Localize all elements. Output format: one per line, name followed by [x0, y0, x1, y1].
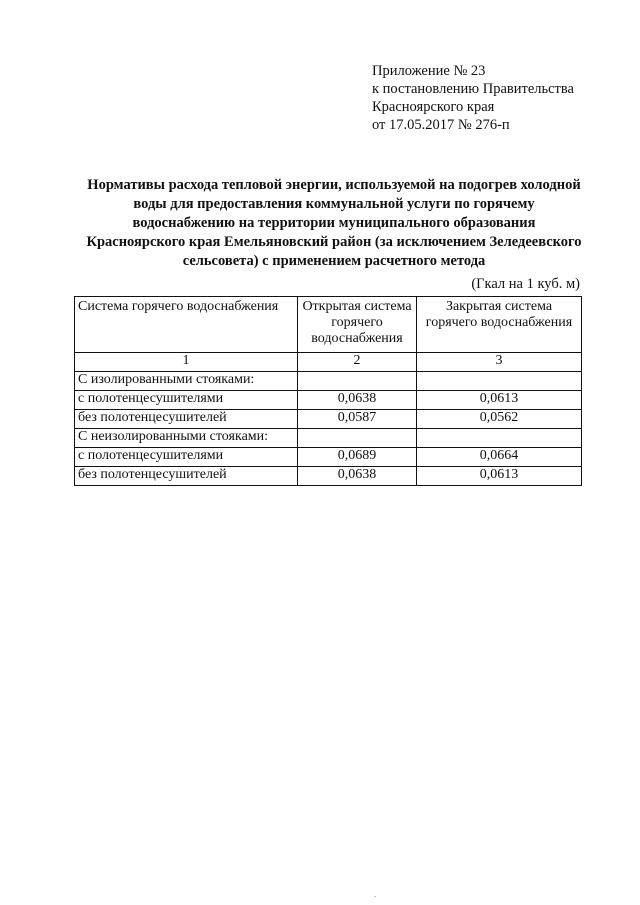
open-value: [298, 429, 417, 448]
table-header-row: [75, 297, 582, 353]
column-number: 2: [298, 353, 417, 372]
row-label: с полотенцесушителями: [75, 391, 298, 410]
appendix-number: Приложение № 23: [372, 63, 486, 79]
table-row: [75, 467, 582, 486]
title-line-5: сельсовета) с применением расчетного метода: [182, 253, 486, 269]
appendix-region: Красноярского края: [372, 99, 495, 115]
title-line-2: воды для предоставления коммунальной услуги по горячему: [133, 196, 535, 212]
appendix-date: от 17.05.2017 № 276-п: [372, 117, 510, 133]
appendix-resolution-ref: к постановлению Правительства: [372, 81, 574, 97]
row-label: с полотенцесушителями: [75, 448, 298, 467]
closed-value: 0,0562: [417, 410, 582, 429]
title-line-3: водоснабжению на территории муниципального образования: [132, 215, 536, 231]
unit-note: (Гкал на 1 куб. м): [471, 276, 580, 292]
table-row: [75, 372, 582, 391]
table-row: [75, 429, 582, 448]
document-title: [60, 176, 608, 271]
open-value: 0,0638: [298, 467, 417, 486]
norms-table: [74, 296, 582, 486]
header-closed-system: Закрытая система горячего водоснабжения: [417, 297, 582, 353]
table-row: [75, 410, 582, 429]
closed-value: [417, 372, 582, 391]
row-label: С неизолированными стояками:: [75, 429, 298, 448]
open-value: 0,0689: [298, 448, 417, 467]
open-value: [298, 372, 417, 391]
title-line-4: Красноярского края Емельяновский район (за исключением Зеледеевского: [86, 234, 582, 250]
closed-value: 0,0664: [417, 448, 582, 467]
header-system: Система горячего водоснабжения: [75, 297, 298, 353]
closed-value: 0,0613: [417, 467, 582, 486]
open-value: 0,0638: [298, 391, 417, 410]
closed-value: 0,0613: [417, 391, 582, 410]
row-label: без полотенцесушителей: [75, 410, 298, 429]
row-label: С изолированными стояками:: [75, 372, 298, 391]
row-label: без полотенцесушителей: [75, 467, 298, 486]
closed-value: [417, 429, 582, 448]
table-row: [75, 448, 582, 467]
column-numbers-row: [75, 353, 582, 372]
title-line-1: Нормативы расхода тепловой энергии, используемой на подогрев холодной: [87, 177, 581, 193]
column-number: 3: [417, 353, 582, 372]
column-number: 1: [75, 353, 298, 372]
table-row: [75, 391, 582, 410]
open-value: 0,0587: [298, 410, 417, 429]
appendix-header: [372, 62, 574, 134]
page-mark: .: [374, 890, 376, 899]
header-open-system: Открытая система горячего водоснабжения: [298, 297, 417, 353]
